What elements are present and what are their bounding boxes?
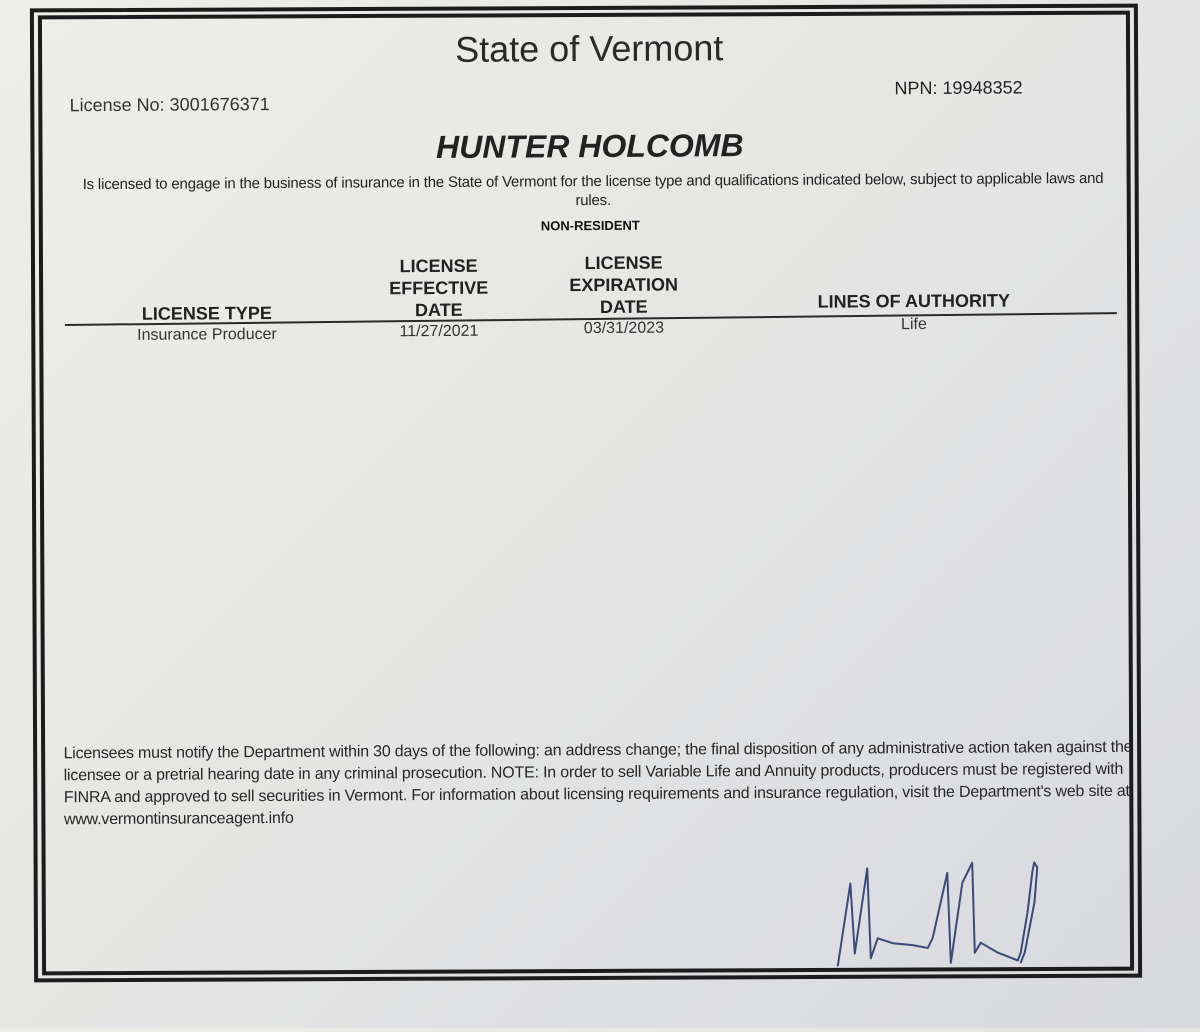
cell-expiration-date: 03/31/2023 [583, 319, 665, 338]
header-effective-line-1: LICENSE [399, 255, 478, 277]
header-expiration-line-2: EXPIRATION [569, 274, 679, 296]
cell-lines-of-authority: Life [900, 316, 927, 334]
cell-effective-date: 11/27/2021 [399, 322, 479, 341]
licensee-notice: Licensees must notify the Department within 30 days of the following: an address change; the final disposition of any administrative action taken against the licensee or a pretrial hearing date in any criminal prosecution. NOTE: In order to sell Variable Life and Annuity products, producers must be registered with FINRA and approved to sell securities in Vermont. For information about licensing requirements and insurance regulation, visit the Department's web site at www.vermontinsuranceagent.info [63, 738, 1133, 829]
issuer-title: State of Vermont [455, 27, 724, 70]
residency-status: NON-RESIDENT [540, 217, 640, 234]
header-expiration-line-3: DATE [599, 296, 648, 317]
header-lines-of-authority: LINES OF AUTHORITY [817, 290, 1011, 312]
header-effective-line-3: DATE [414, 299, 463, 321]
signature-image [822, 842, 1043, 973]
license-holder-name: HUNTER HOLCOMB [435, 127, 744, 165]
license-statement: Is licensed to engage in the business of insurance in the State of Vermont for the license type and qualifications indicated below, subject to applicable laws and rules. [82, 169, 1104, 210]
npn-number: NPN: 19948352 [894, 77, 1023, 99]
header-expiration-line-1: LICENSE [584, 252, 663, 274]
signature-stroke [837, 862, 1038, 965]
header-effective-date [369, 255, 509, 322]
header-expiration-date [548, 251, 698, 318]
license-number: License No: 3001676371 [69, 94, 270, 116]
header-effective-line-2: EFFECTIVE [389, 277, 489, 299]
header-license-type: LICENSE TYPE [141, 303, 272, 324]
cell-license-type: Insurance Producer [137, 325, 277, 344]
